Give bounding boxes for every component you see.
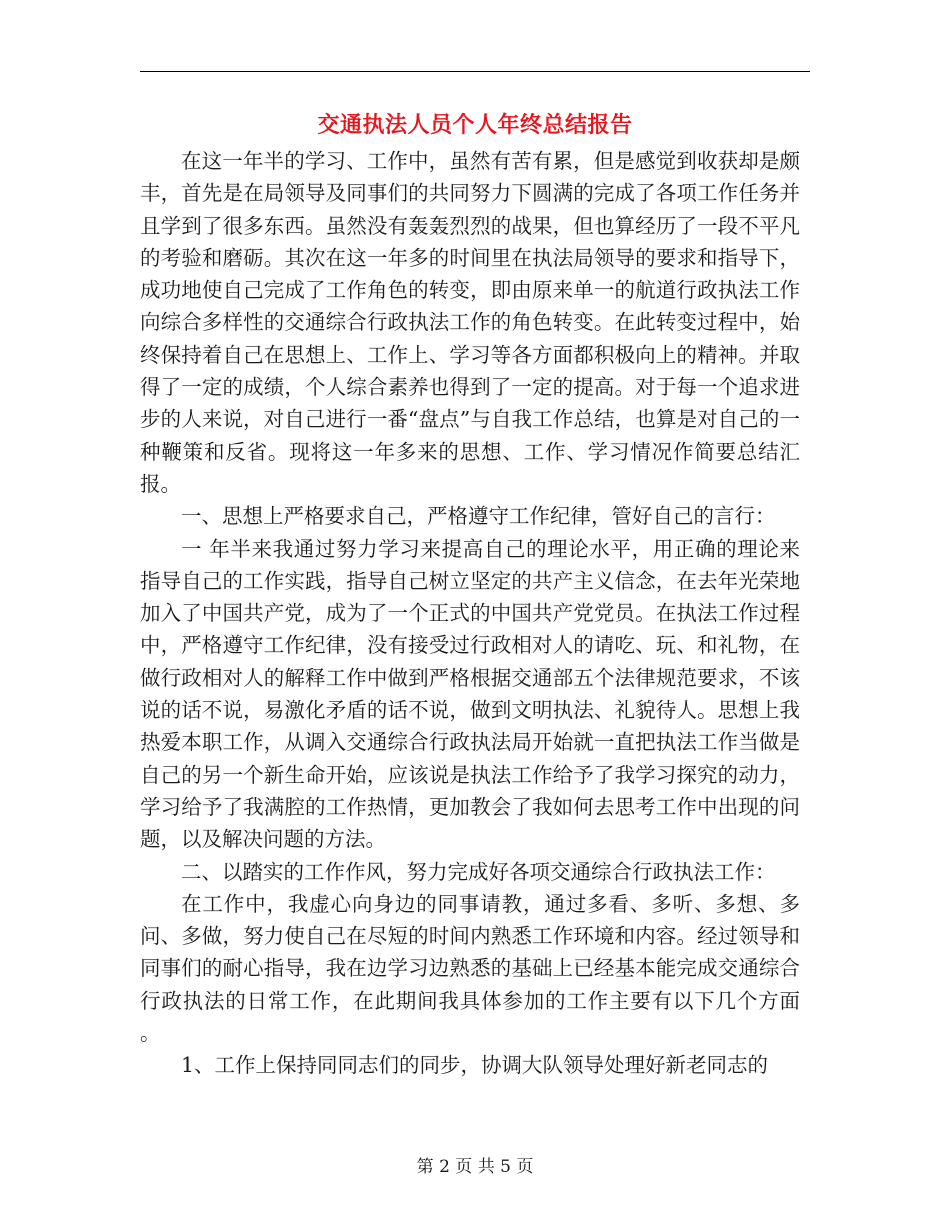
body-paragraph-intro: 在这一年半的学习、工作中，虽然有苦有累，但是感觉到收获却是颇丰，首先是在局领导及同事们的共同努力下圆满的完成了各项工作任务并且学到了很多东西。虽然没有轰轰烈烈的战果，但也算经历了一段不平凡的考验和磨砺。其次在这一年多的时间里在执法局领导的要求和指导下，成功地使自己完成了工作角色的转变，即由原来单一的航道行政执法工作向综合多样性的交通综合行政执法工作的角色转变。在此转变过程中，始终保持着自己在思想上、工作上、学习等各方面都积极向上的精神。并取得了一定的成绩，个人综合素养也得到了一定的提高。对于每一个追求进步的人来说，对自己进行一番“盘点”与自我工作总结，也算是对自己的一种鞭策和反省。现将这一年多来的思想、工作、学习情况作简要总结汇报。 [140,149,800,496]
document-title: 交通执法人员个人年终总结报告 [317,112,633,138]
body-paragraph-work: 在工作中，我虚心向身边的同事请教，通过多看、多听、多想、多问、多做，努力使自己在尽短的时间内熟悉工作环境和内容。经过领导和同事们的耐心指导，我在边学习边熟悉的基础上已经基本能完成交通综合行政执法的日常工作，在此期间我具体参加的工作主要有以下几个方面 。 [140,891,800,1046]
section-heading-2: 二、以踏实的工作作风，努力完成好各项交通综合行政执法工作： [181,859,776,884]
page-number-footer: 第 2 页 共 5 页 [416,1157,534,1177]
header-rule [140,71,810,72]
body-paragraph-item-1: 1、工作上保持同同志们的同步，协调大队领导处理好新老同志的 [181,1053,769,1078]
section-heading-1: 一、思想上严格要求自己，严格遵守工作纪律，管好自己的言行： [181,504,776,529]
body-paragraph-ideology: 一 年半来我通过努力学习来提高自己的理论水平，用正确的理论来指导自己的工作实践，指导自己树立坚定的共产主义信念，在去年光荣地加入了中国共产党，成为了一个正式的中国共产党党员。在执法工作过程中，严格遵守工作纪律，没有接受过行政相对人的请吃、玩、和礼物，在做行政相对人的解释工作中做到严格根据交通部五个法律规范要求，不该说的话不说，易激化矛盾的话不说，做到文明执法、礼貌待人。思想上我热爱本职工作，从调入交通综合行政执法局开始就一直把执法工作当做是自己的另一个新生命开始，应该说是执法工作给予了我学习探究的动力，学习给予了我满腔的工作热情，更加教会了我如何去思考工作中出现的问题，以及解决问题的方法。 [140,536,800,852]
document-body [140,145,800,1082]
